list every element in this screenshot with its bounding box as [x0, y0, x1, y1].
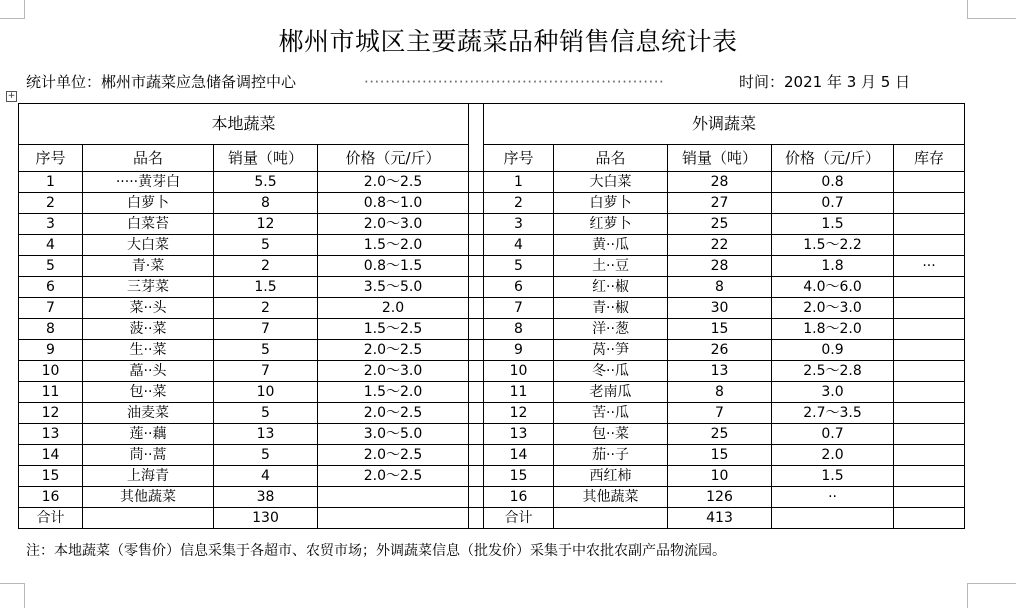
local-sales-cell[interactable]: 5 — [214, 445, 318, 466]
imported-sales-cell[interactable]: 126 — [668, 487, 772, 508]
separator-column — [469, 104, 484, 172]
imported-name-cell[interactable]: 黄··瓜 — [554, 235, 668, 256]
local-price-cell[interactable]: 1.5～2.0 — [318, 235, 469, 256]
local-sales-cell[interactable]: 7 — [214, 361, 318, 382]
imported-no-cell[interactable]: 10 — [484, 361, 554, 382]
totals-local-name[interactable] — [83, 508, 214, 529]
imported-stock-cell[interactable] — [894, 445, 965, 466]
table-row — [19, 193, 965, 214]
separator-cell — [469, 277, 484, 298]
local-sales-cell[interactable]: 2 — [214, 256, 318, 277]
local-sales-cell[interactable]: 10 — [214, 382, 318, 403]
imported-no-cell[interactable]: 13 — [484, 424, 554, 445]
table-row — [19, 277, 965, 298]
separator-cell — [469, 508, 484, 529]
imported-name-cell[interactable]: 青··椒 — [554, 298, 668, 319]
table-row — [19, 298, 965, 319]
header-local-sales[interactable]: 销量（吨） — [214, 145, 318, 172]
report-date[interactable]: 时间：2021 年 3 月 5 日 — [739, 73, 911, 91]
local-sales-cell[interactable]: 4 — [214, 466, 318, 487]
local-name-cell[interactable]: 其他蔬菜 — [83, 487, 214, 508]
imported-name-cell[interactable]: 洋··葱 — [554, 319, 668, 340]
table-row — [19, 382, 965, 403]
local-name-cell[interactable]: 白菜苔 — [83, 214, 214, 235]
table-row — [19, 487, 965, 508]
local-no-cell[interactable]: 9 — [19, 340, 83, 361]
imported-stock-cell[interactable] — [894, 193, 965, 214]
imported-price-cell[interactable]: 2.0 — [772, 445, 894, 466]
imported-stock-cell[interactable]: ··· — [894, 256, 965, 277]
column-header-row — [19, 145, 965, 172]
group-local-label: 本地蔬菜 — [211, 114, 276, 133]
local-price-cell[interactable]: 3.5～5.0 — [318, 277, 469, 298]
header-imported-no[interactable]: 序号 — [484, 145, 554, 172]
imported-sales-cell[interactable]: 27 — [668, 193, 772, 214]
imported-name-cell[interactable]: 西红柿 — [554, 466, 668, 487]
imported-no-cell[interactable]: 8 — [484, 319, 554, 340]
imported-name-cell[interactable]: 红萝卜 — [554, 214, 668, 235]
imported-no-cell[interactable]: 3 — [484, 214, 554, 235]
imported-no-cell[interactable]: 6 — [484, 277, 554, 298]
imported-price-cell[interactable]: 3.0 — [772, 382, 894, 403]
local-price-cell[interactable]: 0.8～1.0 — [318, 193, 469, 214]
imported-name-cell[interactable]: 大白菜 — [554, 172, 668, 193]
table-row — [19, 319, 965, 340]
header-imported-name[interactable]: 品名 — [554, 145, 668, 172]
imported-stock-cell[interactable] — [894, 172, 965, 193]
vegetable-sales-table — [18, 103, 965, 529]
imported-price-cell[interactable]: 1.5 — [772, 466, 894, 487]
imported-stock-cell[interactable] — [894, 403, 965, 424]
imported-no-cell[interactable]: 16 — [484, 487, 554, 508]
imported-sales-cell[interactable]: 25 — [668, 424, 772, 445]
local-name-cell[interactable]: 大白菜 — [83, 235, 214, 256]
separator-cell — [469, 487, 484, 508]
imported-name-cell[interactable]: 苦··瓜 — [554, 403, 668, 424]
imported-no-cell[interactable]: 15 — [484, 466, 554, 487]
imported-price-cell[interactable]: 1.5～2.2 — [772, 235, 894, 256]
local-no-cell[interactable]: 12 — [19, 403, 83, 424]
separator-cell — [469, 235, 484, 256]
crop-mark-bottom-right — [967, 583, 1016, 608]
local-name-cell[interactable]: 菠··菜 — [83, 319, 214, 340]
table-row — [19, 214, 965, 235]
local-sales-cell[interactable]: 12 — [214, 214, 318, 235]
imported-stock-cell[interactable] — [894, 319, 965, 340]
local-no-cell[interactable]: 14 — [19, 445, 83, 466]
group-header-row — [19, 104, 965, 145]
header-imported-price[interactable]: 价格（元/斤） — [772, 145, 894, 172]
imported-price-cell[interactable]: 0.8 — [772, 172, 894, 193]
imported-sales-cell[interactable]: 10 — [668, 466, 772, 487]
totals-local-price[interactable] — [318, 508, 469, 529]
imported-price-cell[interactable]: 1.8 — [772, 256, 894, 277]
imported-name-cell[interactable]: 红··椒 — [554, 277, 668, 298]
imported-price-cell[interactable]: 2.0～3.0 — [772, 298, 894, 319]
totals-imported-name[interactable] — [554, 508, 668, 529]
totals-local-sales[interactable]: 130 — [214, 508, 318, 529]
local-sales-cell[interactable]: 7 — [214, 319, 318, 340]
local-sales-cell[interactable]: 8 — [214, 193, 318, 214]
local-name-cell[interactable]: 青·菜 — [83, 256, 214, 277]
table-row — [19, 172, 965, 193]
reporting-unit[interactable]: 统计单位：郴州市蔬菜应急储备调控中心 — [26, 73, 297, 91]
imported-sales-cell[interactable]: 8 — [668, 277, 772, 298]
table-row — [19, 466, 965, 487]
imported-sales-cell[interactable]: 26 — [668, 340, 772, 361]
imported-stock-cell[interactable] — [894, 298, 965, 319]
local-name-cell[interactable]: ·····黄芽白 — [83, 172, 214, 193]
imported-no-cell[interactable]: 12 — [484, 403, 554, 424]
imported-sales-cell[interactable]: 7 — [668, 403, 772, 424]
local-no-cell[interactable]: 13 — [19, 424, 83, 445]
imported-price-cell[interactable]: 0.7 — [772, 424, 894, 445]
table-row — [19, 340, 965, 361]
imported-stock-cell[interactable] — [894, 235, 965, 256]
local-no-cell[interactable]: 1 — [19, 172, 83, 193]
local-name-cell[interactable]: 藠··头 — [83, 361, 214, 382]
imported-name-cell[interactable]: 老南瓜 — [554, 382, 668, 403]
imported-price-cell[interactable]: 1.5 — [772, 214, 894, 235]
local-sales-cell[interactable]: 5.5 — [214, 172, 318, 193]
imported-sales-cell[interactable]: 28 — [668, 172, 772, 193]
header-local-no[interactable]: 序号 — [19, 145, 83, 172]
local-price-cell[interactable]: 3.0～5.0 — [318, 424, 469, 445]
separator-cell — [469, 403, 484, 424]
separator-cell — [469, 361, 484, 382]
totals-local-label[interactable]: 合计 — [19, 508, 83, 529]
local-price-cell[interactable]: 2.0～2.5 — [318, 340, 469, 361]
imported-price-cell[interactable]: ·· — [772, 487, 894, 508]
imported-sales-cell[interactable]: 15 — [668, 319, 772, 340]
group-local[interactable] — [19, 104, 469, 145]
imported-stock-cell[interactable] — [894, 382, 965, 403]
local-name-cell[interactable]: 白萝卜 — [83, 193, 214, 214]
local-no-cell[interactable]: 11 — [19, 382, 83, 403]
table-move-handle-icon[interactable]: + — [7, 91, 16, 101]
imported-no-cell[interactable]: 2 — [484, 193, 554, 214]
table-row — [19, 256, 965, 277]
imported-stock-cell[interactable] — [894, 214, 965, 235]
imported-name-cell[interactable]: 茄··子 — [554, 445, 668, 466]
imported-price-cell[interactable]: 0.9 — [772, 340, 894, 361]
imported-no-cell[interactable]: 1 — [484, 172, 554, 193]
imported-sales-cell[interactable]: 8 — [668, 382, 772, 403]
local-price-cell[interactable]: 2.0～3.0 — [318, 214, 469, 235]
separator-cell — [469, 319, 484, 340]
local-price-cell[interactable] — [318, 487, 469, 508]
separator-cell — [469, 445, 484, 466]
local-name-cell[interactable]: 油麦菜 — [83, 403, 214, 424]
totals-row — [19, 508, 965, 529]
local-name-cell[interactable]: 茼··蒿 — [83, 445, 214, 466]
local-sales-cell[interactable]: 38 — [214, 487, 318, 508]
header-local-name[interactable]: 品名 — [83, 145, 214, 172]
table-row — [19, 445, 965, 466]
totals-imported-label[interactable]: 合计 — [484, 508, 554, 529]
header-imported-stock[interactable]: 库存 — [894, 145, 965, 172]
table-row — [19, 361, 965, 382]
local-price-cell[interactable]: 1.5～2.0 — [318, 382, 469, 403]
leader-dots: ························································· — [364, 73, 665, 91]
imported-no-cell[interactable]: 7 — [484, 298, 554, 319]
imported-stock-cell[interactable] — [894, 466, 965, 487]
separator-cell — [469, 256, 484, 277]
imported-no-cell[interactable]: 11 — [484, 382, 554, 403]
imported-no-cell[interactable]: 4 — [484, 235, 554, 256]
imported-price-cell[interactable]: 4.0～6.0 — [772, 277, 894, 298]
local-no-cell[interactable]: 5 — [19, 256, 83, 277]
separator-cell — [469, 424, 484, 445]
separator-cell — [469, 214, 484, 235]
local-no-cell[interactable]: 8 — [19, 319, 83, 340]
imported-sales-cell[interactable]: 13 — [668, 361, 772, 382]
local-name-cell[interactable]: 生··菜 — [83, 340, 214, 361]
header-local-price[interactable]: 价格（元/斤） — [318, 145, 469, 172]
imported-no-cell[interactable]: 9 — [484, 340, 554, 361]
local-no-cell[interactable]: 3 — [19, 214, 83, 235]
separator-cell — [469, 340, 484, 361]
imported-sales-cell[interactable]: 30 — [668, 298, 772, 319]
local-price-cell[interactable]: 2.0 — [318, 298, 469, 319]
local-no-cell[interactable]: 16 — [19, 487, 83, 508]
local-no-cell[interactable]: 15 — [19, 466, 83, 487]
separator-cell — [469, 382, 484, 403]
separator-cell — [469, 172, 484, 193]
imported-name-cell[interactable]: 冬··瓜 — [554, 361, 668, 382]
local-name-cell[interactable]: 上海青 — [83, 466, 214, 487]
crop-mark-top-left — [0, 0, 25, 19]
local-sales-cell[interactable]: 1.5 — [214, 277, 318, 298]
imported-price-cell[interactable]: 1.8～2.0 — [772, 319, 894, 340]
group-imported-label: 外调蔬菜 — [692, 114, 757, 133]
local-price-cell[interactable]: 2.0～2.5 — [318, 466, 469, 487]
imported-name-cell[interactable]: 莴··笋 — [554, 340, 668, 361]
local-price-cell[interactable]: 0.8～1.5 — [318, 256, 469, 277]
table-row — [19, 403, 965, 424]
local-name-cell[interactable]: 莲··藕 — [83, 424, 214, 445]
local-no-cell[interactable]: 10 — [19, 361, 83, 382]
footnote[interactable]: 注：本地蔬菜（零售价）信息采集于各超市、农贸市场；外调蔬菜信息（批发价）采集于中农批农副产品物流园。 — [26, 543, 726, 559]
local-price-cell[interactable]: 2.0～2.5 — [318, 403, 469, 424]
local-price-cell[interactable]: 1.5～2.5 — [318, 319, 469, 340]
crop-mark-bottom-left — [0, 583, 25, 608]
local-price-cell[interactable]: 2.0～2.5 — [318, 445, 469, 466]
local-name-cell[interactable]: 三芽菜 — [83, 277, 214, 298]
imported-sales-cell[interactable]: 15 — [668, 445, 772, 466]
crop-mark-top-right — [967, 0, 1016, 19]
imported-stock-cell[interactable] — [894, 487, 965, 508]
imported-price-cell[interactable]: 0.7 — [772, 193, 894, 214]
local-name-cell[interactable]: 包··菜 — [83, 382, 214, 403]
local-no-cell[interactable]: 7 — [19, 298, 83, 319]
local-price-cell[interactable]: 2.0～3.0 — [318, 361, 469, 382]
totals-imported-stock[interactable] — [894, 508, 965, 529]
imported-sales-cell[interactable]: 28 — [668, 256, 772, 277]
table-row — [19, 424, 965, 445]
local-no-cell[interactable]: 2 — [19, 193, 83, 214]
totals-imported-price[interactable] — [772, 508, 894, 529]
imported-name-cell[interactable]: 土··豆 — [554, 256, 668, 277]
local-no-cell[interactable]: 6 — [19, 277, 83, 298]
imported-price-cell[interactable]: 2.5～2.8 — [772, 361, 894, 382]
header-imported-sales[interactable]: 销量（吨） — [668, 145, 772, 172]
imported-sales-cell[interactable]: 22 — [668, 235, 772, 256]
local-sales-cell[interactable]: 13 — [214, 424, 318, 445]
imported-no-cell[interactable]: 5 — [484, 256, 554, 277]
imported-stock-cell[interactable] — [894, 340, 965, 361]
separator-cell — [469, 466, 484, 487]
meta-line — [26, 70, 956, 94]
local-name-cell[interactable]: 菜··头 — [83, 298, 214, 319]
imported-price-cell[interactable]: 2.7～3.5 — [772, 403, 894, 424]
local-sales-cell[interactable]: 5 — [214, 340, 318, 361]
imported-sales-cell[interactable]: 25 — [668, 214, 772, 235]
local-no-cell[interactable]: 4 — [19, 235, 83, 256]
local-sales-cell[interactable]: 5 — [214, 403, 318, 424]
imported-stock-cell[interactable] — [894, 424, 965, 445]
totals-imported-sales[interactable]: 413 — [668, 508, 772, 529]
document-title[interactable]: 郴州市城区主要蔬菜品种销售信息统计表 — [278, 27, 738, 56]
group-imported[interactable] — [484, 104, 965, 145]
table-row — [19, 235, 965, 256]
local-sales-cell[interactable]: 2 — [214, 298, 318, 319]
local-sales-cell[interactable]: 5 — [214, 235, 318, 256]
separator-cell — [469, 193, 484, 214]
imported-name-cell[interactable]: 包··菜 — [554, 424, 668, 445]
imported-stock-cell[interactable] — [894, 361, 965, 382]
separator-cell — [469, 298, 484, 319]
local-price-cell[interactable]: 2.0～2.5 — [318, 172, 469, 193]
imported-name-cell[interactable]: 其他蔬菜 — [554, 487, 668, 508]
imported-stock-cell[interactable] — [894, 277, 965, 298]
imported-no-cell[interactable]: 14 — [484, 445, 554, 466]
imported-name-cell[interactable]: 白萝卜 — [554, 193, 668, 214]
